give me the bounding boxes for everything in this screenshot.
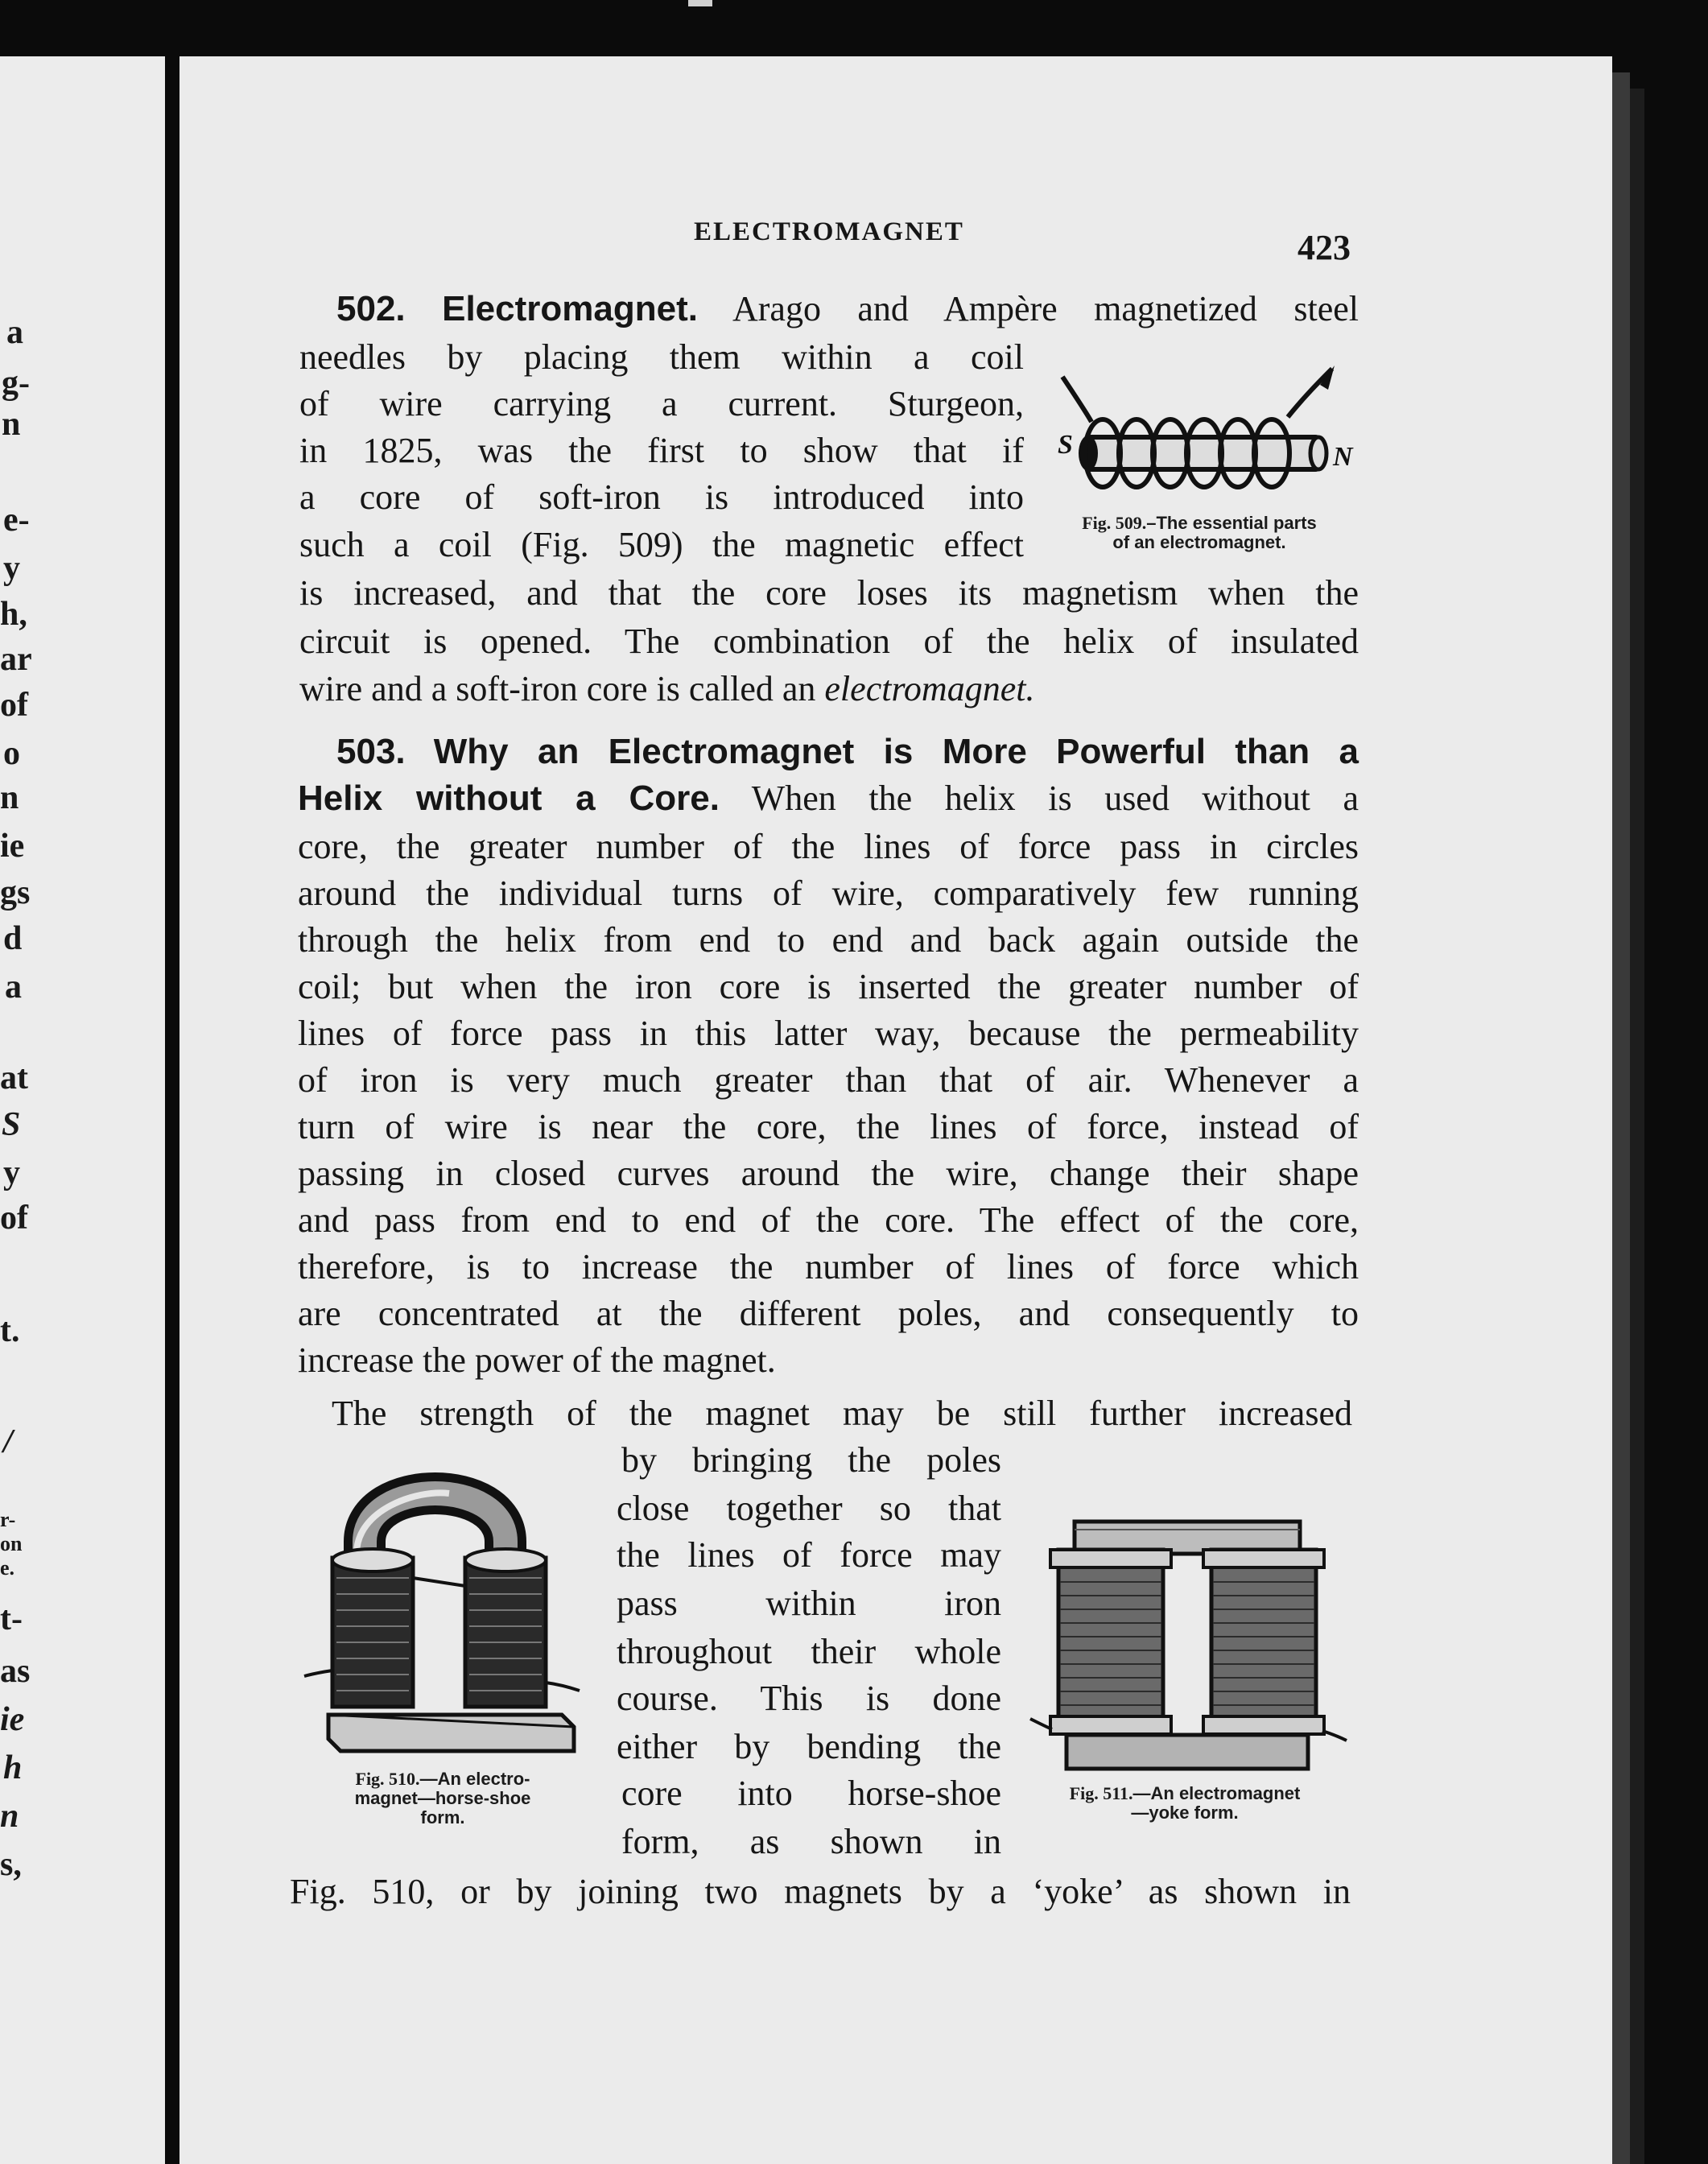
caption-text: form. bbox=[420, 1807, 465, 1828]
left-fragment: as bbox=[0, 1653, 31, 1690]
left-fragment: o bbox=[3, 735, 20, 772]
text-line: passing in closed curves around the wire, change their shape bbox=[298, 1154, 1359, 1193]
left-fragment: d bbox=[3, 920, 23, 957]
text-line: are concentrated at the different poles, and consequently to bbox=[298, 1294, 1359, 1333]
left-fragment: n bbox=[0, 779, 19, 816]
left-fragment: g- bbox=[2, 365, 30, 402]
text-run: Arago and Ampère magnetized steel bbox=[732, 289, 1359, 328]
section-503-heading bbox=[336, 734, 1359, 770]
left-fragment: y bbox=[3, 1154, 20, 1191]
page-edge-shadow bbox=[1612, 72, 1630, 2164]
text-line: core, the greater number of the lines of force pass in circles bbox=[298, 827, 1359, 866]
text-line: is increased, and that the core loses its magnetism when the bbox=[299, 573, 1359, 613]
text-line: the lines of force may bbox=[617, 1535, 1001, 1575]
section-number: 502. bbox=[336, 289, 406, 328]
left-fragment: y bbox=[3, 550, 20, 587]
text-line: needles by placing them within a coil bbox=[299, 337, 1024, 377]
section-502-line bbox=[336, 291, 1359, 327]
caption-text: of an electromagnet. bbox=[1112, 532, 1286, 553]
figure-label: Fig. 509. bbox=[1082, 513, 1147, 533]
left-fragment: gs bbox=[0, 874, 31, 911]
left-fragment: ar bbox=[0, 641, 32, 678]
text-line: coil; but when the iron core is inserted the greater number of bbox=[298, 967, 1359, 1006]
left-fragment: r- bbox=[0, 1508, 16, 1531]
text-line: of wire carrying a current. Sturgeon, bbox=[299, 384, 1024, 423]
book-edge bbox=[1630, 89, 1644, 2164]
left-fragment: h bbox=[3, 1749, 23, 1786]
page-number: 423 bbox=[1298, 228, 1351, 267]
text-line: course. This is done bbox=[617, 1679, 1001, 1718]
fig510-illustration bbox=[296, 1465, 578, 1763]
scan-edge-mark bbox=[688, 0, 712, 6]
text-line: around the individual turns of wire, comparatively few running bbox=[298, 873, 1359, 913]
text-line: turn of wire is near the core, the lines of force, instead of bbox=[298, 1107, 1359, 1146]
text-line: a core of soft-iron is introduced into bbox=[299, 477, 1024, 517]
text-line: form, as shown in bbox=[621, 1822, 1001, 1861]
text-line: increase the power of the magnet. bbox=[298, 1340, 776, 1380]
caption-text: –The essential parts bbox=[1146, 513, 1317, 533]
figure-label: Fig. 510. bbox=[355, 1769, 420, 1789]
caption-text: —An electro- bbox=[419, 1769, 530, 1789]
text-line: and pass from end to end of the core. The effect of the core, bbox=[298, 1200, 1359, 1240]
section-number: 503. bbox=[336, 732, 406, 771]
fig510-caption bbox=[302, 1770, 584, 1828]
text-line: either by bending the bbox=[617, 1727, 1001, 1766]
left-fragment: e- bbox=[3, 502, 30, 539]
section-heading: Helix without a Core. bbox=[298, 778, 720, 818]
left-fragment: h, bbox=[0, 596, 27, 633]
text-line: core into horse-shoe bbox=[621, 1774, 1001, 1813]
text-line: circuit is opened. The combination of the helix of insulated bbox=[299, 622, 1359, 661]
left-fragment: e. bbox=[0, 1556, 15, 1580]
figure-label: Fig. 511. bbox=[1069, 1783, 1133, 1803]
text-line: The strength of the magnet may be still further increased bbox=[332, 1394, 1352, 1433]
left-fragment: S bbox=[2, 1106, 21, 1143]
caption-text: —yoke form. bbox=[1131, 1803, 1239, 1823]
section-503-line bbox=[298, 778, 1359, 818]
text-line: close together so that bbox=[617, 1489, 1001, 1528]
fig511-caption bbox=[1016, 1784, 1354, 1823]
section-heading: Why an Electromagnet is More Powerful than a bbox=[433, 732, 1359, 771]
fig509-caption bbox=[1038, 514, 1360, 552]
left-fragment: on bbox=[0, 1532, 23, 1555]
left-fragment: n bbox=[0, 1798, 19, 1835]
pole-s-label: S bbox=[1058, 430, 1073, 460]
caption-text: magnet—horse-shoe bbox=[354, 1788, 531, 1809]
fig511-illustration bbox=[1026, 1505, 1348, 1779]
pole-n-label: N bbox=[1333, 442, 1353, 472]
left-fragment: n bbox=[2, 406, 21, 443]
running-title: ELECTROMAGNET bbox=[694, 217, 964, 246]
section-heading: Electromagnet. bbox=[442, 289, 698, 328]
text-line: Fig. 510, or by joining two magnets by a ‘yoke’ as shown in bbox=[290, 1872, 1351, 1911]
caption-text: —An electromagnet bbox=[1132, 1783, 1301, 1803]
left-fragment: t. bbox=[0, 1312, 20, 1349]
left-fragment: of bbox=[0, 1200, 28, 1237]
left-fragment: a bbox=[5, 968, 22, 1006]
text-line: therefore, is to increase the number of lines of force which bbox=[298, 1247, 1359, 1286]
left-fragment: at bbox=[0, 1059, 28, 1096]
text-line: by bringing the poles bbox=[621, 1440, 1001, 1480]
left-page-fragment bbox=[0, 56, 165, 2164]
left-fragment: ie bbox=[0, 1701, 25, 1738]
left-fragment: a bbox=[6, 314, 23, 351]
left-fragment: t- bbox=[0, 1600, 23, 1637]
left-fragment: s, bbox=[0, 1846, 22, 1883]
text-line: of iron is very much greater than that of air. Whenever a bbox=[298, 1060, 1359, 1100]
text-run: wire and a soft-iron core is called an bbox=[299, 669, 816, 708]
fig509-illustration bbox=[1046, 353, 1360, 498]
text-run: When the helix is used without a bbox=[751, 778, 1359, 818]
text-line: through the helix from end to end and back again outside the bbox=[298, 920, 1359, 960]
text-line: throughout their whole bbox=[617, 1632, 1001, 1671]
text-line: in 1825, was the first to show that if bbox=[299, 431, 1024, 470]
left-fragment: ie bbox=[0, 828, 25, 865]
left-fragment: / bbox=[3, 1423, 13, 1460]
text-line: such a coil (Fig. 509) the magnetic effect bbox=[299, 525, 1024, 564]
text-line: lines of force pass in this latter way, because the permeability bbox=[298, 1014, 1359, 1053]
text-line bbox=[299, 671, 1034, 707]
text-line: pass within iron bbox=[617, 1584, 1001, 1623]
left-fragment: of bbox=[0, 687, 28, 724]
italic-term: electromagnet. bbox=[824, 669, 1035, 708]
